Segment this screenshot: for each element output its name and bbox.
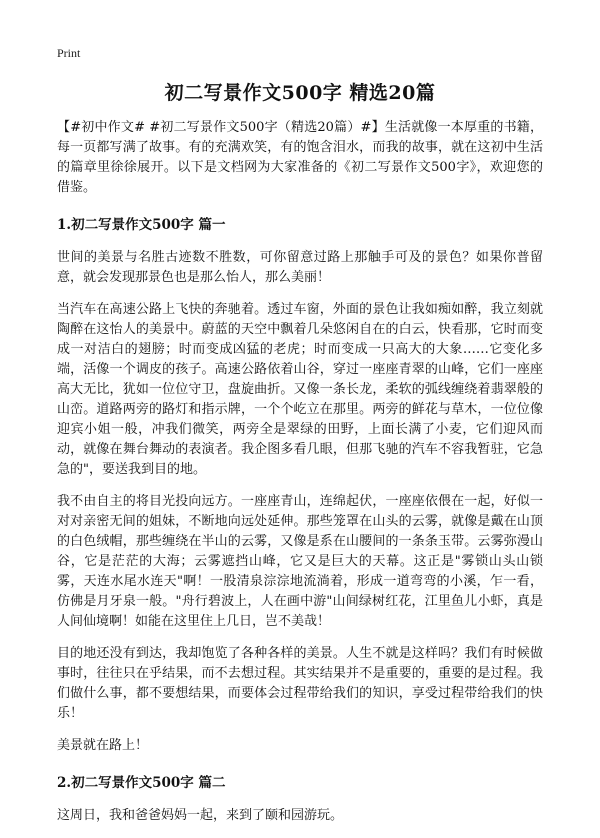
paragraph: 我不由自主的将目光投向远方。一座座青山，连绵起伏，一座座依偎在一起，好似一对对亲密无间的姐妹，不断地向远处延伸。那些笼罩在山头的云雾，就像是戴在山顶的白色绒帽，那些缠绕在半山的云雾，又像是系在山腰间的一条条玉带。云雾弥漫山谷，它是茫茫的大海；云雾遮挡山峰，它又是巨大的天幕。这正是"雾锁山头山锁雾，天连水尾水连天"啊！一股清泉淙淙地流淌着，形成一道弯弯的小溪，乍一看，仿佛是月牙泉一般。"舟行碧波上，人在画中游"山间绿树红花，江里鱼儿小虾，真是人间仙境啊！如能在这里住上几日，岂不美哉！ — [57, 494, 543, 629]
intro-paragraph: 【#初中作文# #初二写景作文500字（精选20篇）#】生活就像一本厚重的书籍，每一页都写满了故事。有的充满欢笑，有的饱含泪水，而我的故事，就在这初中生活的篇章里徐徐展开。以下是文档网为大家准备的《初二写景作文500字》，欢迎您的借鉴。 — [57, 120, 543, 195]
print-link[interactable]: Print — [57, 46, 81, 60]
paragraph: 当汽车在高速公路上飞快的奔驰着。透过车窗，外面的景色让我如痴如醉，我立刻就陶醉在这怡人的美景中。蔚蓝的天空中飘着几朵悠闲自在的白云，快看那，它时而变成一对洁白的翅膀；时而变成凶猛的老虎；时而变成一只高大的大象……它变化多端，活像一个调皮的孩子。高速公路依着山谷，穿过一座座青翠的山峰，它们一座座高大无比，犹如一位位守卫，盘旋曲折。又像一条长龙，柔软的弧线缠绕着翡翠般的山峦。道路两旁的路灯和指示牌，一个个屹立在那里。两旁的鲜花与草木，一位位像迎宾小姐一般，冲我们微笑，两旁全是翠绿的田野，上面长满了小麦，它们迎风而动，就像在舞台舞动的表演者。我企图多看几眼，但那飞驰的汽车不容我暂驻，它急急的"，要送我到目的地。 — [57, 302, 543, 477]
paragraph: 美景就在路上！ — [57, 738, 149, 753]
section-heading-2: 2.初二写景作文500字 篇二 — [57, 775, 226, 791]
paragraph: 这周日，我和爸爸妈妈一起，来到了颐和园游玩。 — [57, 808, 344, 823]
section-heading-1: 1.初二写景作文500字 篇一 — [57, 217, 226, 233]
article-body — [57, 118, 543, 838]
paragraph: 目的地还没有到达，我却饱览了各种各样的美景。人生不就是这样吗？我们有时候做事时，往往只在乎结果，而不去想过程。其实结果并不是重要的，重要的是过程。我们做什么事，都不要想结果，而要体会过程带给我们的知识，享受过程带给我们的快乐！ — [57, 646, 543, 721]
paragraph: 世间的美景与名胜古迹数不胜数，可你留意过路上那触手可及的景色？如果你普留意，就会发现那景色也是那么怡人，那么美丽！ — [57, 250, 543, 285]
page-title: 初二写景作文500字 精选20篇 — [164, 82, 436, 104]
